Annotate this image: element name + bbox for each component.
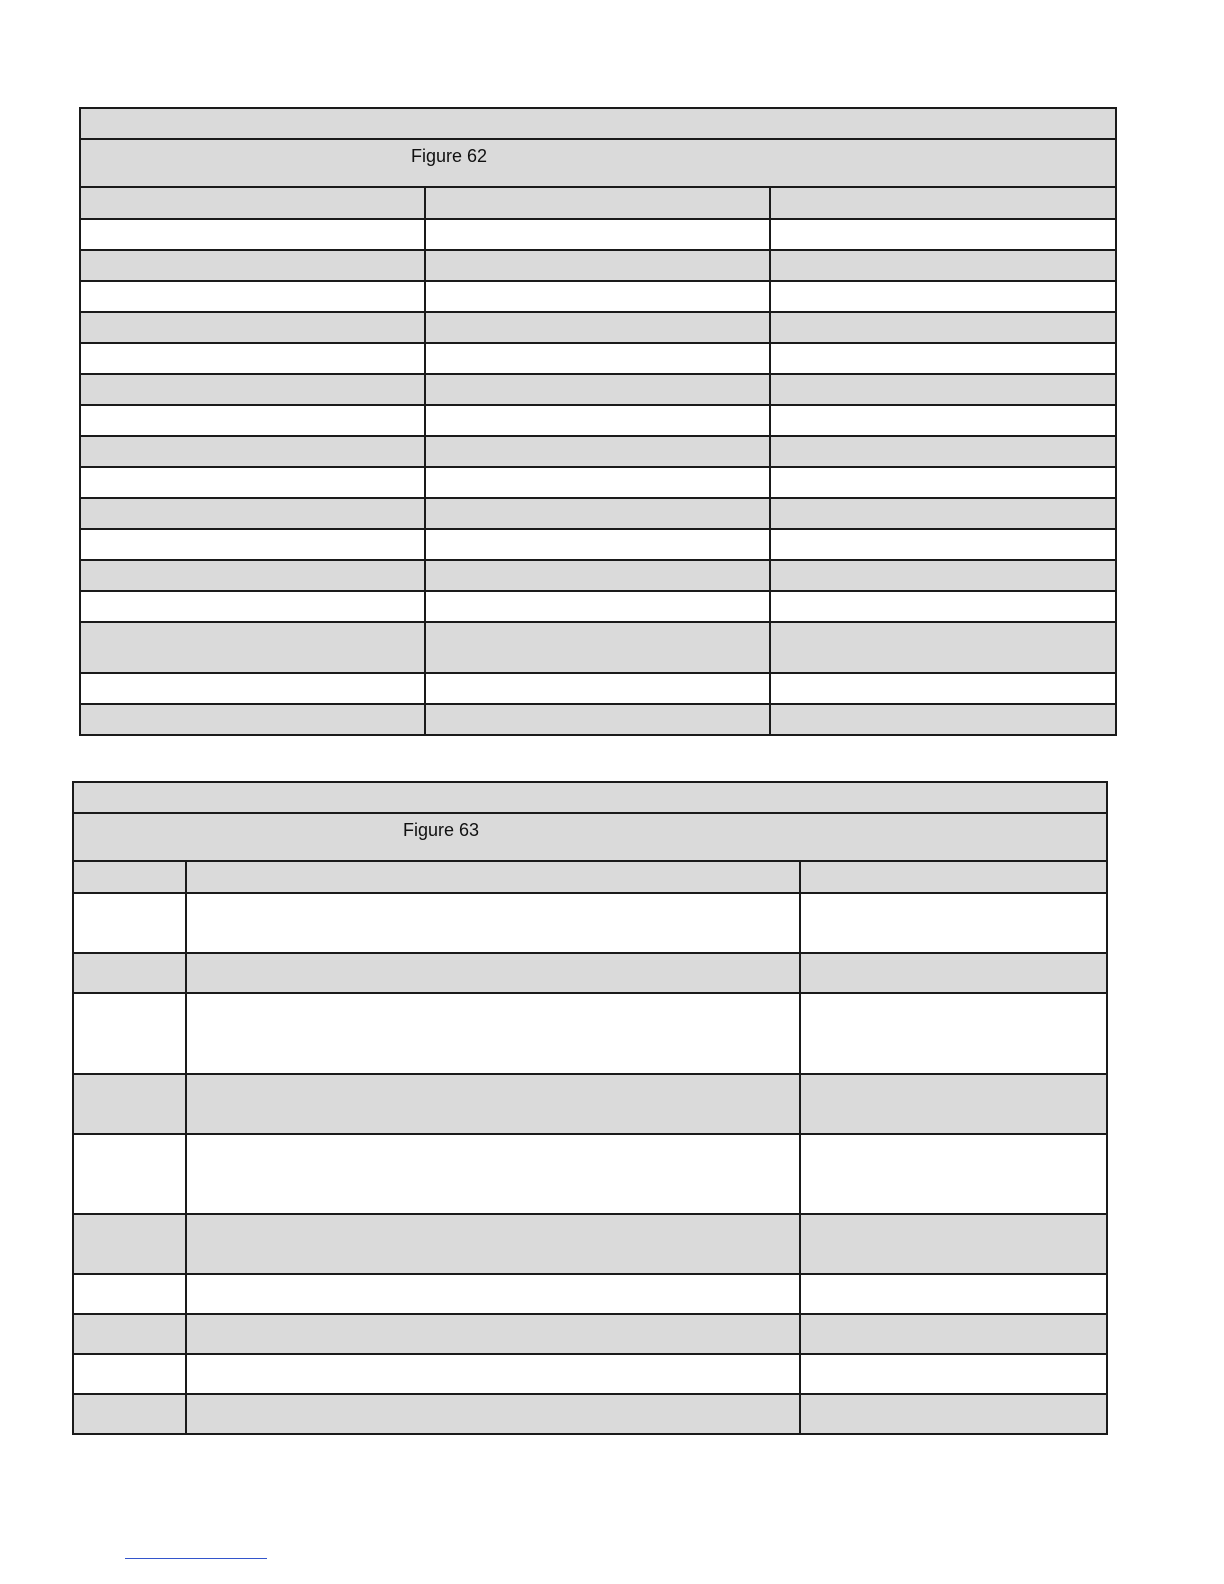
table-row	[80, 529, 1116, 560]
table-row	[73, 1214, 1107, 1274]
figure-62-table	[79, 107, 1117, 736]
table-row	[80, 374, 1116, 405]
table-row	[80, 219, 1116, 250]
table-row	[80, 704, 1116, 735]
table-row	[80, 673, 1116, 704]
table-row	[73, 1074, 1107, 1134]
table-row	[80, 405, 1116, 436]
table-row	[73, 1394, 1107, 1434]
figure-caption-row	[80, 139, 1116, 187]
table-row	[80, 436, 1116, 467]
footnote-link-underline[interactable]	[125, 1558, 267, 1559]
figure-caption-row	[73, 813, 1107, 861]
table-row	[73, 1134, 1107, 1214]
figure-63-label: Figure 63	[403, 820, 480, 840]
figure-63-table	[72, 781, 1108, 1435]
table-header-row	[80, 187, 1116, 219]
table-row	[80, 281, 1116, 312]
table-row	[80, 591, 1116, 622]
table-header-row	[73, 861, 1107, 893]
table-row	[73, 993, 1107, 1074]
table-row	[80, 250, 1116, 281]
table-row	[73, 893, 1107, 953]
table-title-row	[73, 782, 1107, 813]
table-row	[80, 622, 1116, 673]
table-row	[80, 467, 1116, 498]
figure-62-label: Figure 62	[411, 146, 488, 166]
table-row	[80, 343, 1116, 374]
table-row	[73, 1314, 1107, 1354]
table-row	[73, 953, 1107, 993]
table-row	[80, 498, 1116, 529]
table-row	[73, 1354, 1107, 1394]
table-row	[80, 560, 1116, 591]
table-row	[73, 1274, 1107, 1314]
table-title-row	[80, 108, 1116, 139]
table-row	[80, 312, 1116, 343]
